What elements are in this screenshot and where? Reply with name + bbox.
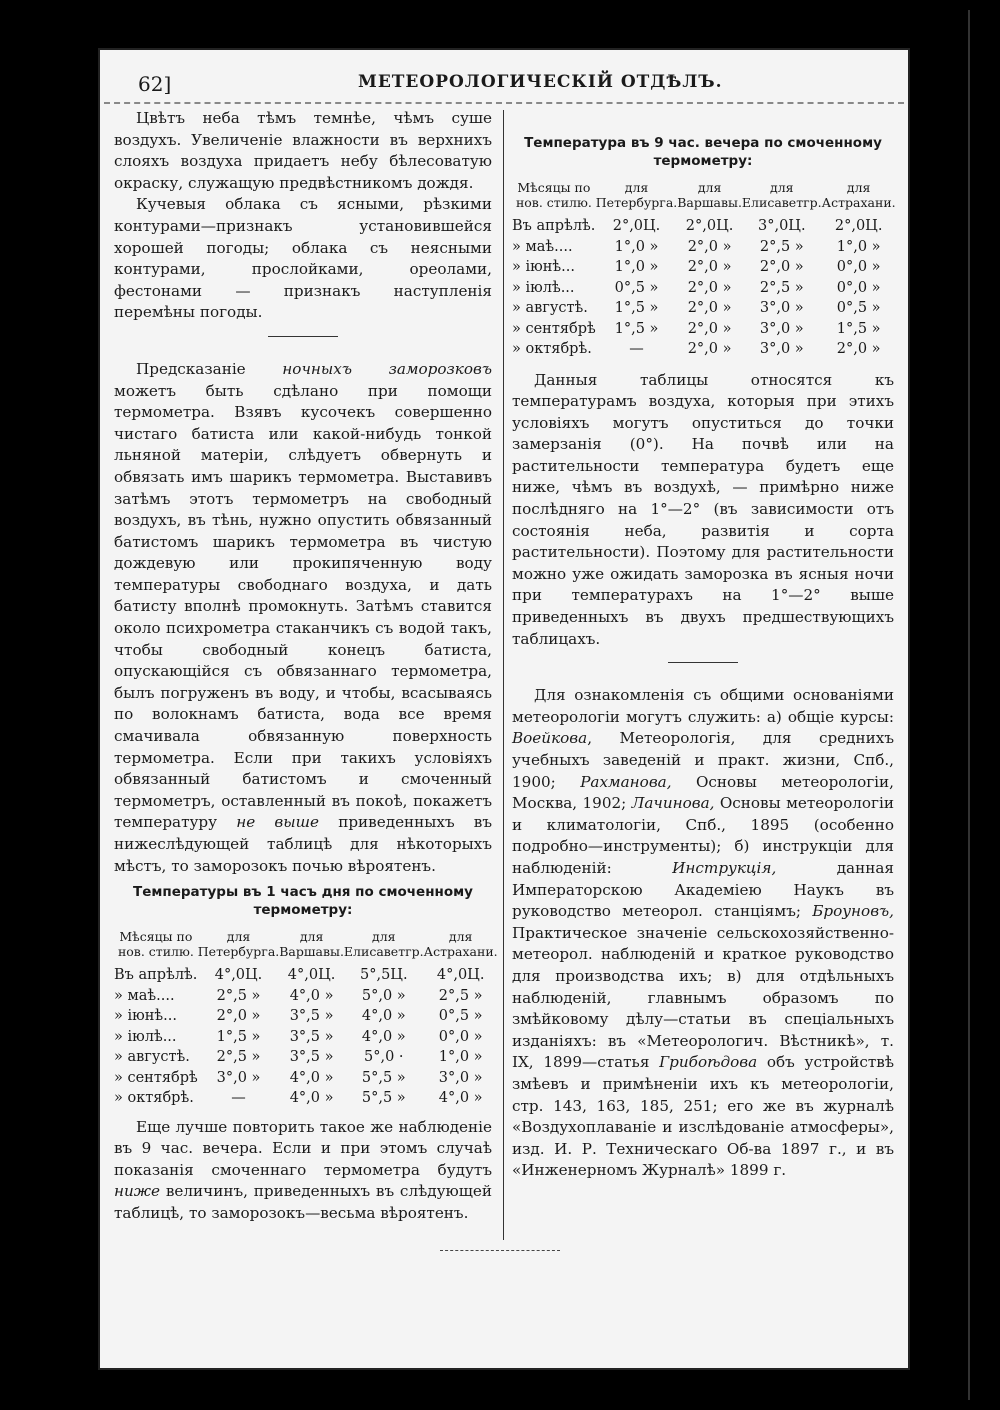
- cell: 3°,0 »: [438, 1069, 483, 1086]
- table-row: [512, 298, 896, 319]
- scan-edge: [968, 10, 976, 1400]
- cell: 0°,5 »: [438, 1008, 483, 1025]
- cell: 1°,0 »: [836, 238, 881, 255]
- text-run: Для ознакомленія съ общими основаніями метеорологіи могутъ служить: а) общіе курсы:: [512, 686, 894, 726]
- cell: 4°,0 »: [289, 1069, 334, 1086]
- separator: [668, 662, 738, 663]
- text-run: можетъ быть сдѣлано при помощи термометра. Взявъ кусочекъ совершенно чистаго батиста или какой-нибудь тонкой льняной матеріи, слѣдуетъ обвернуть и обвязать имъ шарикъ термометра. Выставивъ затѣмъ этотъ термометръ на свободный воздухъ, въ тѣнь, нужно опустить обвязанный батистомъ шарикъ термометра въ чистую дождевую или прокипяченную воду температуры свободнаго воздуха, и дать батисту вполнѣ промокнуть. Затѣмъ ставится около психрометра стаканчикъ съ водой такъ, чтобы свободный конецъ батиста, опускающійся съ обвязаннаго термометра, былъ погруженъ въ воду, и чтобы, всасываясь по волокнамъ батиста, вода все время смачивала обвязанную поверхность термометра. Если при такихъ условіяхъ обвязанный батистомъ и смоченный термометръ, оставленный въ покоѣ, покажетъ температуру: [114, 381, 492, 832]
- cell: 2°,5 »: [438, 987, 483, 1004]
- table-row: [512, 278, 896, 299]
- text-run: данная Императорскою Академіею Наукъ въ руководство метеорол. станціямъ;: [512, 858, 894, 921]
- cell: 0°,5 »: [836, 300, 881, 316]
- bottom-ornament-rule: [440, 1250, 560, 1251]
- table-title: Температуры въ 1 часъ дня по смоченному термометру:: [133, 884, 473, 919]
- cell: » августѣ.: [512, 300, 588, 316]
- cell: 2°,0 »: [687, 279, 732, 296]
- cell: 0°,0 »: [836, 259, 881, 275]
- cell: » іюлѣ...: [512, 279, 575, 296]
- cell: 0°,0 »: [438, 1028, 483, 1045]
- cell: 2°,0 »: [687, 259, 732, 275]
- cell: » іюлѣ...: [114, 1028, 177, 1045]
- cell: 5°,0 ·: [364, 1049, 404, 1066]
- cell: Въ апрѣлѣ.: [512, 218, 596, 234]
- paragraph: [114, 1117, 492, 1225]
- cell: 1°,0 »: [438, 1049, 483, 1066]
- cell: 1°,5 »: [614, 320, 659, 337]
- italic-run: Инструкція,: [672, 858, 777, 877]
- cell: 3°,0 »: [759, 320, 804, 337]
- cell: 3°,0 »: [759, 341, 804, 357]
- temperature-table-1pm: [114, 929, 498, 1109]
- table-row: [512, 257, 896, 278]
- cell: » іюнѣ...: [512, 259, 575, 275]
- cell: 2°,0 »: [687, 320, 732, 337]
- text-run: Еще лучше повторить такое же наблюденіе въ 9 час. вечера. Если и при этомъ случаѣ показанія смоченнаго термометра будутъ: [114, 1117, 492, 1179]
- separator: [268, 336, 338, 337]
- table-row: [114, 1047, 498, 1068]
- cell: 2°,0 »: [687, 300, 732, 316]
- text-run: Предсказаніе: [136, 359, 283, 378]
- cell: —: [231, 1090, 246, 1107]
- cell: 2°,0 »: [687, 341, 732, 357]
- italic-run: Воейкова: [512, 729, 588, 748]
- cell: » маѣ....: [512, 238, 573, 255]
- cell: 1°,0 »: [614, 238, 659, 255]
- cell: » сентябрѣ: [512, 320, 596, 337]
- cell: » маѣ....: [114, 987, 175, 1004]
- text-run: Основы метеорологіи, Москва, 1902;: [512, 772, 894, 813]
- cell: 3°,5 »: [289, 1028, 334, 1045]
- cell: 3°,5 »: [289, 1008, 334, 1025]
- table-row: [512, 237, 896, 258]
- table-row: [114, 1027, 498, 1048]
- cell: 4°,0Ц.: [436, 967, 485, 984]
- text-run: Практическое значеніе сельскохозяйственно-метеорол. наблюденій и краткое руководство для производства ихъ; в) для отдѣльныхъ наблюденій, главнымъ образомъ по змѣйковому дѣлу—статьи въ спеціальныхъ изданіяхъ: въ «Метеорологич. Вѣстникѣ», т. IX, 1899—статья: [512, 923, 894, 1072]
- cell: » сентябрѣ: [114, 1069, 198, 1086]
- cell: 2°,5 »: [759, 238, 804, 255]
- cell: 2°,0 »: [836, 341, 881, 357]
- text-run: Основы метеорологіи и климатологіи, Спб., 1895 (особенно подробно—инструменты); б) инструкціи для наблюденій:: [512, 794, 894, 877]
- paragraph: Кучевыя облака съ ясными, рѣзкими контурами—признакъ установившейся хорошей погоды; облака съ неясными контурами, прослойками, ореолами, фестонами — признакъ наступленія перемѣны погоды.: [114, 195, 492, 322]
- table-row: [512, 319, 896, 340]
- table-title: Температура въ 9 час. вечера по смоченному термометру:: [524, 135, 882, 169]
- cell: » октябрѣ.: [114, 1090, 194, 1107]
- table-header: для Астрахани.: [423, 929, 498, 960]
- paragraph: [512, 685, 894, 1182]
- cell: 0°,0 »: [836, 279, 881, 296]
- text-run: приведенныхъ въ нижеслѣдующей таблицѣ для нѣкоторыхъ мѣстъ, то заморозокъ почью вѣроятенъ.: [114, 813, 493, 875]
- table-row: [114, 1006, 498, 1027]
- right-column: [512, 134, 894, 1182]
- temperature-table-9pm: [512, 180, 896, 360]
- table-header: Мѣсяцы по нов. стилю.: [117, 929, 194, 960]
- table-header: для Петербурга.: [595, 180, 678, 210]
- cell: » іюнѣ...: [114, 1008, 177, 1025]
- cell: 0°,5 »: [614, 279, 659, 296]
- cell: 5°,5 »: [361, 1069, 406, 1086]
- table-header: для Варшавы.: [677, 180, 742, 210]
- book-page: [98, 48, 910, 1370]
- table-row: [512, 339, 896, 360]
- running-title: МЕТЕОРОЛОГИЧЕСКІЙ ОТДѢЛЪ.: [358, 72, 723, 92]
- column-divider: [503, 110, 504, 1240]
- cell: 5°,0 »: [361, 987, 406, 1004]
- cell: 2°,0Ц.: [612, 218, 661, 234]
- table-row: [114, 1088, 498, 1109]
- italic-run: Броуновъ,: [812, 902, 894, 921]
- text-run: величинъ, приведенныхъ въ слѣдующей таблицѣ, то заморозокъ—весьма вѣроятенъ.: [114, 1182, 492, 1223]
- italic-run: не выше: [236, 813, 320, 832]
- page-number: 62]: [138, 72, 172, 96]
- page-header: [138, 72, 878, 104]
- table-header: Мѣсяцы по нов. стилю.: [515, 180, 592, 210]
- cell: 4°,0 »: [289, 1090, 334, 1107]
- table-row: [114, 1068, 498, 1089]
- cell: » августѣ.: [114, 1049, 190, 1066]
- table-header: для Варшавы.: [279, 929, 344, 960]
- cell: 4°,0Ц.: [287, 967, 336, 984]
- cell: Въ апрѣлѣ.: [114, 967, 198, 984]
- text-run: объ устройствѣ змѣевъ и примѣненіи ихъ къ метеорологіи, стр. 143, 163, 185, 251; его же въ журналѣ «Воздухоплаваніе и изслѣдованіе атмосферы», изд. И. Р. Техническаго Об-ва 1897 г., и въ «Инженерномъ Журналѣ» 1899 г.: [512, 1053, 894, 1180]
- header-rule: [104, 102, 904, 104]
- cell: 2°,0 »: [759, 259, 804, 275]
- cell: 1°,5 »: [216, 1028, 261, 1045]
- text-run: , Метеорологія, для среднихъ учебныхъ заведеній и практ. жизни, Спб., 1900;: [512, 729, 894, 791]
- cell: 4°,0 »: [438, 1090, 483, 1107]
- table-header: для Елисаветгр.: [741, 180, 822, 210]
- cell: 2°,0 »: [216, 1008, 261, 1025]
- cell: 1°,5 »: [836, 320, 881, 337]
- cell: 4°,0 »: [289, 987, 334, 1004]
- table-header: для Петербурга.: [197, 929, 280, 960]
- cell: 2°,0 »: [687, 238, 732, 255]
- italic-run: Рахманова,: [580, 772, 672, 791]
- cell: 5°,5 »: [361, 1090, 406, 1107]
- italic-run: Грибоѣдова: [659, 1053, 758, 1072]
- cell: 1°,5 »: [614, 300, 659, 316]
- paragraph: [114, 359, 492, 877]
- cell: 3°,5 »: [289, 1049, 334, 1066]
- italic-run: Лачинова,: [631, 794, 715, 813]
- italic-run: ниже: [114, 1182, 161, 1201]
- cell: 2°,5 »: [759, 279, 804, 296]
- paragraph: Данныя таблицы относятся къ температурамъ воздуха, которыя при этихъ условіяхъ могутъ опуститься до точки замерзанія (0°). На почвѣ или на растительности температура будетъ еще ниже, чѣмъ въ воздухѣ, — примѣрно ниже послѣдняго на 1°—2° (въ зависимости отъ состоянія неба, развитія и сорта растительности). Поэтому для растительности можно уже ожидать заморозка въ ясныя ночи при температурахъ на 1°—2° выше приведенныхъ въ двухъ предшествующихъ таблицахъ.: [512, 370, 894, 648]
- cell: 4°,0 »: [361, 1028, 406, 1045]
- cell: 3°,0Ц.: [758, 218, 806, 234]
- table-row: [512, 216, 896, 237]
- left-column: [114, 108, 498, 1225]
- table-row: [114, 965, 498, 986]
- cell: 2°,5 »: [216, 987, 261, 1004]
- cell: 2°,0Ц.: [685, 218, 734, 234]
- cell: 3°,0 »: [759, 300, 804, 316]
- italic-run: ночныхъ заморозковъ: [282, 359, 492, 378]
- table-header: для Астрахани.: [821, 180, 896, 210]
- cell: 3°,0 »: [216, 1069, 261, 1086]
- paragraph: Цвѣтъ неба тѣмъ темнѣе, чѣмъ суше воздухъ. Увеличеніе влажности въ верхнихъ слояхъ воздуха придаетъ небу бѣлесоватую окраску, служащую предвѣстникомъ дождя.: [114, 109, 492, 192]
- cell: » октябрѣ.: [512, 341, 592, 357]
- cell: 2°,0Ц.: [834, 218, 883, 234]
- cell: 4°,0Ц.: [214, 967, 263, 984]
- cell: 5°,5Ц.: [360, 967, 408, 984]
- cell: —: [629, 341, 644, 357]
- cell: 2°,5 »: [216, 1049, 261, 1066]
- table-row: [114, 986, 498, 1007]
- table-header: для Елисаветгр.: [343, 929, 424, 960]
- cell: 4°,0 »: [361, 1008, 406, 1025]
- cell: 1°,0 »: [614, 259, 659, 275]
